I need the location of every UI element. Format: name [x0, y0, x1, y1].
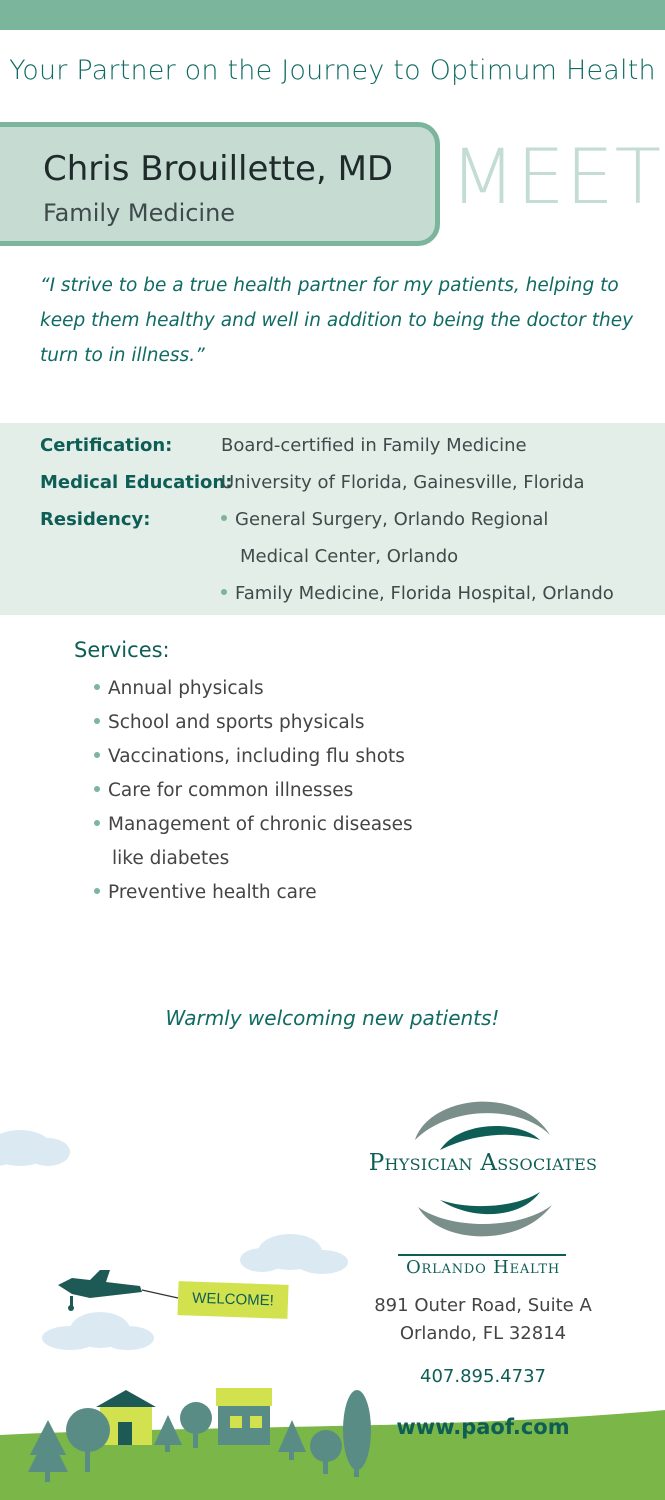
banner-tow-line: [142, 1290, 178, 1298]
residency-item: Family Medicine, Florida Hospital, Orlando: [221, 583, 614, 604]
bullet-icon: [94, 820, 100, 826]
address-line2: Orlando, FL 32814: [399, 1323, 567, 1344]
doctor-name: Chris Brouillette, MD: [43, 149, 394, 189]
cloud-icon: [240, 1234, 348, 1274]
list-item: School and sports physicals: [94, 706, 454, 740]
cloud-icon: [42, 1312, 154, 1350]
list-item: Care for common illnesses: [94, 774, 454, 808]
organization-logo-name: Physician Associates: [368, 1150, 598, 1176]
credentials-section: [0, 423, 665, 615]
tagline: Your Partner on the Journey to Optimum Health: [9, 55, 656, 86]
bullet-icon: [94, 718, 100, 724]
certification-label: Certification:: [40, 435, 173, 456]
residency-item: General Surgery, Orlando Regional: [221, 509, 548, 530]
cloud-icon: [0, 1130, 70, 1166]
certification-value: Board-certified in Family Medicine: [221, 435, 527, 456]
phone-number: 407.895.4737: [420, 1366, 546, 1387]
organization-parent: Orlando Health: [405, 1257, 561, 1278]
name-box: [0, 122, 440, 246]
list-item: Preventive health care: [94, 876, 454, 910]
welcome-message: Warmly welcoming new patients!: [165, 1006, 500, 1030]
doctor-quote: “I strive to be a true health partner for my patients, helping to keep them healthy and well in addition to being the doctor they turn to in illness.”: [40, 275, 634, 366]
welcome-banner: WELCOME!: [177, 1281, 288, 1319]
website-link[interactable]: www.paof.com: [396, 1415, 570, 1439]
services-title: Services:: [74, 638, 170, 662]
top-bar: [0, 0, 665, 30]
airplane-icon: [58, 1270, 142, 1311]
bullet-icon: [94, 786, 100, 792]
bullet-icon: [94, 684, 100, 690]
list-item: Vaccinations, including flu shots: [94, 740, 454, 774]
list-item: Management of chronic diseases like diabetes: [94, 808, 454, 876]
address: [338, 1292, 628, 1348]
bullet-icon: [221, 589, 227, 595]
bullet-icon: [94, 888, 100, 894]
house-icon: [216, 1388, 272, 1445]
residency-item-line2: Medical Center, Orlando: [240, 546, 459, 567]
list-item: Annual physicals: [94, 672, 454, 706]
doctor-specialty: Family Medicine: [43, 199, 236, 227]
address-line1: 891 Outer Road, Suite A: [374, 1295, 592, 1316]
logo-divider: [398, 1254, 566, 1256]
residency-label: Residency:: [40, 509, 151, 530]
education-label: Medical Education:: [40, 472, 233, 493]
education-value: University of Florida, Gainesville, Florida: [221, 472, 585, 493]
meet-label: MEET: [450, 132, 663, 221]
services-list: [94, 672, 454, 910]
bullet-icon: [94, 752, 100, 758]
bullet-icon: [221, 515, 227, 521]
